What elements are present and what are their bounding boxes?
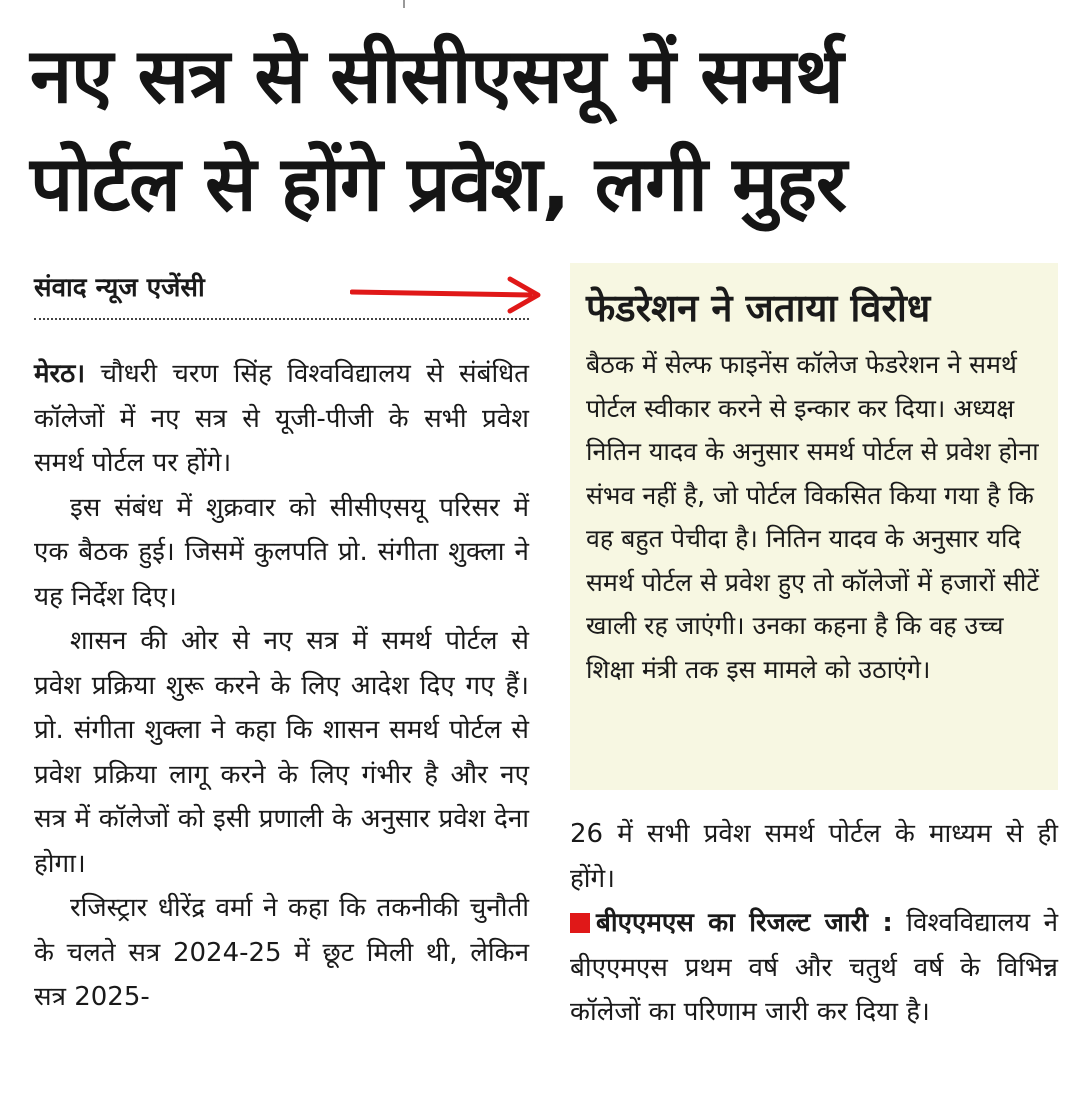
result-body: विश्वविद्यालय ने बीएएमएस प्रथम वर्ष और चतुर्थ वर्ष के विभिन्न कॉलेजों का परिणाम जारी कर दिया है। — [570, 908, 1058, 1027]
federation-sidebar-box — [570, 263, 1058, 790]
headline-line-1: नए सत्र से सीसीएसयू में समर्थ — [30, 31, 843, 120]
article-left-column — [34, 352, 529, 1020]
red-bullet-icon — [570, 913, 590, 933]
page-fold-mark — [403, 0, 405, 8]
result-subhead: बीएएमएस का रिजल्ट जारी : — [596, 908, 893, 938]
article-paragraph-1-text: चौधरी चरण सिंह विश्वविद्यालय से संबंधित कॉलेजों में नए सत्र से यूजी-पीजी के सभी प्रवेश समर्थ पोर्टल पर होंगे। — [34, 359, 529, 478]
article-paragraph-1 — [34, 352, 529, 486]
result-section — [570, 901, 1058, 1035]
article-paragraph-2: इस संबंध में शुक्रवार को सीसीएसयू परिसर में एक बैठक हुई। जिसमें कुलपति प्रो. संगीता शुक्ला ने यह निर्देश दिए। — [34, 492, 529, 612]
byline: संवाद न्यूज एजेंसी — [34, 268, 529, 320]
sidebar-title: फेडरेशन ने जताया विरोध — [586, 286, 931, 330]
article-paragraph-3: शासन की ओर से नए सत्र में समर्थ पोर्टल से प्रवेश प्रक्रिया शुरू करने के लिए आदेश दिए गए हैं। प्रो. संगीता शुक्ला ने कहा कि शासन समर्थ पोर्टल से प्रवेश प्रक्रिया लागू करने के लिए गंभीर है और नए सत्र में कॉलेजों को इसी प्रणाली के अनुसार प्रवेश देना होगा। — [34, 626, 529, 879]
headline — [30, 22, 1060, 238]
dateline: मेरठ। — [34, 359, 86, 389]
article-paragraph-5: 26 में सभी प्रवेश समर्थ पोर्टल के माध्यम से ही होंगे। — [570, 819, 1058, 894]
article-paragraph-4: रजिस्ट्रार धीरेंद्र वर्मा ने कहा कि तकनीकी चुनौती के चलते सत्र 2024-25 में छूट मिली थी, लेकिन सत्र 2025- — [34, 893, 529, 1012]
sidebar-body: बैठक में सेल्फ फाइनेंस कॉलेज फेडरेशन ने समर्थ पोर्टल स्वीकार करने से इन्कार कर दिया। अध्यक्ष नितिन यादव के अनुसार समर्थ पोर्टल से प्रवेश होना संभव नहीं है, जो पोर्टल विकसित किया गया है कि वह बहुत पेचीदा है। नितिन यादव के अनुसार यदि समर्थ पोर्टल से प्रवेश हुए तो कॉलेजों में हजारों सीटें खाली रह जाएंगी। उनका कहना है कि वह उच्च शिक्षा मंत्री तक इस मामले को उठाएंगे। — [586, 350, 1039, 684]
article-right-column — [570, 812, 1058, 1035]
headline-line-2: पोर्टल से होंगे प्रवेश, लगी मुहर — [30, 139, 847, 228]
red-arrow-icon — [350, 275, 545, 315]
